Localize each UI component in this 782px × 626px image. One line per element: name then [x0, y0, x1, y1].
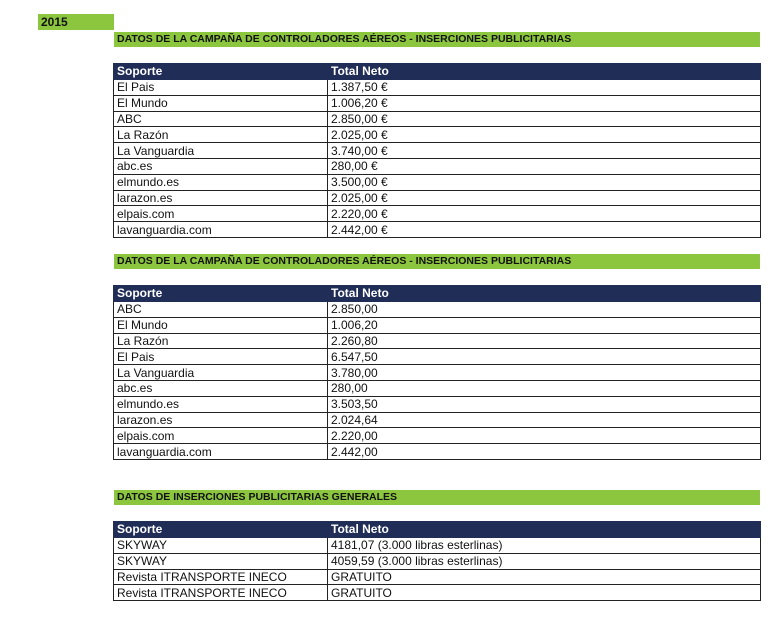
header-total-neto: Total Neto	[328, 522, 761, 538]
table-row	[114, 222, 761, 238]
cell-soporte: SKYWAY	[114, 538, 328, 554]
header-total-neto: Total Neto	[328, 286, 761, 302]
cell-total-neto: 2.850,00	[328, 302, 761, 318]
table-header-row	[114, 64, 761, 80]
table-row	[114, 444, 761, 460]
table-header-row	[114, 522, 761, 538]
cell-soporte: elmundo.es	[114, 174, 328, 190]
cell-soporte: larazon.es	[114, 412, 328, 428]
cell-soporte: El Pais	[114, 349, 328, 365]
cell-soporte: La Razón	[114, 127, 328, 143]
table-2	[113, 285, 761, 460]
cell-total-neto: 2.442,00	[328, 444, 761, 460]
cell-total-neto: 2.220,00	[328, 428, 761, 444]
cell-total-neto: 3.500,00 €	[328, 174, 761, 190]
table-row	[114, 111, 761, 127]
cell-total-neto: 3.780,00	[328, 365, 761, 381]
table-1	[113, 63, 761, 238]
table-row	[114, 396, 761, 412]
header-soporte: Soporte	[114, 64, 328, 80]
table-row	[114, 80, 761, 96]
table-row	[114, 190, 761, 206]
year-label: 2015	[38, 14, 114, 30]
cell-soporte: lavanguardia.com	[114, 444, 328, 460]
cell-soporte: SKYWAY	[114, 553, 328, 569]
table-row	[114, 569, 761, 585]
cell-total-neto: 2.850,00 €	[328, 111, 761, 127]
table-row	[114, 349, 761, 365]
table-row	[114, 302, 761, 318]
cell-total-neto: 4059,59 (3.000 libras esterlinas)	[328, 553, 761, 569]
table-row	[114, 206, 761, 222]
cell-soporte: Revista ITRANSPORTE INECO	[114, 569, 328, 585]
cell-total-neto: 280,00	[328, 380, 761, 396]
table-row	[114, 365, 761, 381]
cell-soporte: La Razón	[114, 333, 328, 349]
header-soporte: Soporte	[114, 286, 328, 302]
table-row	[114, 143, 761, 159]
table-row	[114, 428, 761, 444]
cell-total-neto: GRATUITO	[328, 585, 761, 601]
table-row	[114, 553, 761, 569]
cell-soporte: El Pais	[114, 80, 328, 96]
header-soporte: Soporte	[114, 522, 328, 538]
section-title-3: DATOS DE INSERCIONES PUBLICITARIAS GENERALES	[114, 490, 760, 505]
table-row	[114, 174, 761, 190]
table-row	[114, 158, 761, 174]
cell-soporte: El Mundo	[114, 95, 328, 111]
cell-total-neto: 2.025,00 €	[328, 127, 761, 143]
cell-total-neto: 6.547,50	[328, 349, 761, 365]
cell-soporte: La Vanguardia	[114, 143, 328, 159]
cell-total-neto: 3.503,50	[328, 396, 761, 412]
cell-total-neto: 2.260,80	[328, 333, 761, 349]
cell-soporte: lavanguardia.com	[114, 222, 328, 238]
table-row	[114, 95, 761, 111]
table-row	[114, 380, 761, 396]
table-row	[114, 317, 761, 333]
cell-total-neto: 1.006,20 €	[328, 95, 761, 111]
cell-soporte: abc.es	[114, 158, 328, 174]
cell-soporte: Revista ITRANSPORTE INECO	[114, 585, 328, 601]
cell-total-neto: 1.006,20	[328, 317, 761, 333]
section-title-2: DATOS DE LA CAMPAÑA DE CONTROLADORES AÉREOS - INSERCIONES PUBLICITARIAS	[114, 254, 760, 269]
cell-total-neto: 280,00 €	[328, 158, 761, 174]
cell-total-neto: 2.024,64	[328, 412, 761, 428]
table-row	[114, 538, 761, 554]
cell-total-neto: 3.740,00 €	[328, 143, 761, 159]
table-row	[114, 412, 761, 428]
cell-soporte: elpais.com	[114, 206, 328, 222]
cell-soporte: elpais.com	[114, 428, 328, 444]
cell-soporte: ABC	[114, 302, 328, 318]
table-row	[114, 333, 761, 349]
cell-soporte: elmundo.es	[114, 396, 328, 412]
header-total-neto: Total Neto	[328, 64, 761, 80]
cell-soporte: La Vanguardia	[114, 365, 328, 381]
cell-total-neto: 1.387,50 €	[328, 80, 761, 96]
table-row	[114, 127, 761, 143]
cell-total-neto: 2.442,00 €	[328, 222, 761, 238]
cell-total-neto: 2.025,00 €	[328, 190, 761, 206]
table-row	[114, 585, 761, 601]
cell-soporte: larazon.es	[114, 190, 328, 206]
cell-total-neto: 2.220,00 €	[328, 206, 761, 222]
cell-total-neto: GRATUITO	[328, 569, 761, 585]
table-3	[113, 521, 761, 601]
cell-soporte: ABC	[114, 111, 328, 127]
cell-soporte: El Mundo	[114, 317, 328, 333]
cell-total-neto: 4181,07 (3.000 libras esterlinas)	[328, 538, 761, 554]
cell-soporte: abc.es	[114, 380, 328, 396]
table-header-row	[114, 286, 761, 302]
section-title-1: DATOS DE LA CAMPAÑA DE CONTROLADORES AÉREOS - INSERCIONES PUBLICITARIAS	[114, 32, 760, 47]
